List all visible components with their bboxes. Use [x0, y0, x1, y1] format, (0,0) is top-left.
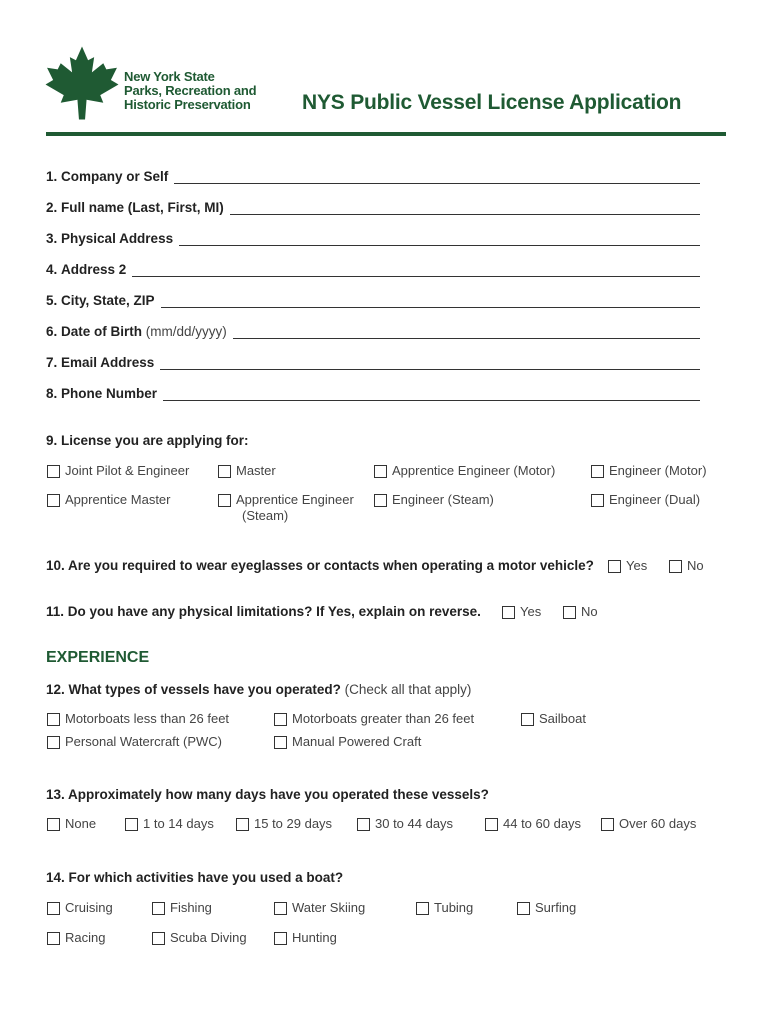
activity-option-hunting[interactable]: Hunting	[274, 930, 337, 946]
field-label: City, State, ZIP	[61, 293, 155, 308]
activity-option-tubing[interactable]: Tubing	[416, 900, 473, 916]
phone-number-field: 8. Phone Number	[46, 383, 700, 401]
field-label: Phone Number	[61, 386, 158, 401]
license-question: 9. License you are applying for:	[46, 433, 249, 448]
address-2-input[interactable]	[132, 264, 700, 277]
eyeglasses-question: 10. Are you required to wear eyeglasses or contacts when operating a motor vehicle?	[46, 558, 594, 573]
date-of-birth-input[interactable]	[233, 326, 700, 339]
activity-option-racing[interactable]: Racing	[47, 930, 105, 946]
activities-question: 14. For which activities have you used a boat?	[46, 870, 344, 885]
company-or-self-input[interactable]	[174, 171, 700, 184]
days-option-1-14[interactable]: 1 to 14 days	[125, 816, 214, 832]
physical-limitations-yes-option[interactable]: Yes	[502, 604, 541, 620]
checkbox[interactable]	[152, 932, 165, 945]
license-option-apprentice-engineer-steam[interactable]: Apprentice Engineer (Steam)	[218, 492, 354, 524]
checkbox[interactable]	[125, 818, 138, 831]
vessel-option-motorboats-less-26[interactable]: Motorboats less than 26 feet	[47, 711, 229, 727]
field-label: Physical Address	[61, 231, 174, 246]
vessel-option-sailboat[interactable]: Sailboat	[521, 711, 586, 727]
field-label: Date of Birth (mm/dd/yyyy)	[61, 324, 227, 339]
checkbox[interactable]	[274, 902, 287, 915]
eyeglasses-no-option[interactable]: No	[669, 558, 704, 574]
checkbox[interactable]	[521, 713, 534, 726]
vessel-option-manual-powered[interactable]: Manual Powered Craft	[274, 734, 421, 750]
checkbox[interactable]	[47, 713, 60, 726]
days-operated-question: 13. Approximately how many days have you operated these vessels?	[46, 787, 489, 802]
checkbox[interactable]	[218, 494, 231, 507]
physical-limitations-no-option[interactable]: No	[563, 604, 598, 620]
org-line-2: Parks, Recreation and	[124, 83, 257, 98]
days-option-15-29[interactable]: 15 to 29 days	[236, 816, 332, 832]
checkbox[interactable]	[591, 465, 604, 478]
city-state-zip-input[interactable]	[161, 295, 700, 308]
org-line-1: New York State	[124, 69, 215, 84]
checkbox[interactable]	[608, 560, 621, 573]
checkbox[interactable]	[47, 902, 60, 915]
field-label: Email Address	[61, 355, 155, 370]
license-option-master[interactable]: Master	[218, 463, 276, 479]
checkbox[interactable]	[152, 902, 165, 915]
activity-option-surfing[interactable]: Surfing	[517, 900, 576, 916]
vessel-option-pwc[interactable]: Personal Watercraft (PWC)	[47, 734, 222, 750]
activity-option-cruising[interactable]: Cruising	[47, 900, 113, 916]
physical-limitations-question: 11. Do you have any physical limitations? If Yes, explain on reverse.	[46, 604, 481, 619]
header-divider	[46, 132, 726, 136]
physical-address-field: 3. Physical Address	[46, 228, 700, 246]
org-line-3: Historic Preservation	[124, 97, 251, 112]
physical-address-input[interactable]	[179, 233, 700, 246]
checkbox[interactable]	[601, 818, 614, 831]
checkbox[interactable]	[274, 713, 287, 726]
checkbox[interactable]	[502, 606, 515, 619]
city-state-zip-field: 5. City, State, ZIP	[46, 290, 700, 308]
checkbox[interactable]	[517, 902, 530, 915]
checkbox[interactable]	[357, 818, 370, 831]
checkbox[interactable]	[485, 818, 498, 831]
checkbox[interactable]	[416, 902, 429, 915]
full-name-input[interactable]	[230, 202, 700, 215]
license-option-engineer-motor[interactable]: Engineer (Motor)	[591, 463, 707, 479]
vessel-types-question: 12. What types of vessels have you operated? (Check all that apply)	[46, 682, 472, 697]
checkbox[interactable]	[563, 606, 576, 619]
activity-option-fishing[interactable]: Fishing	[152, 900, 212, 916]
checkbox[interactable]	[47, 465, 60, 478]
org-name	[124, 70, 256, 112]
field-label: Address 2	[61, 262, 127, 277]
field-label: Company or Self	[61, 169, 169, 184]
license-option-engineer-steam[interactable]: Engineer (Steam)	[374, 492, 494, 508]
field-label: Full name (Last, First, MI)	[61, 200, 224, 215]
vessel-option-motorboats-greater-26[interactable]: Motorboats greater than 26 feet	[274, 711, 474, 727]
checkbox[interactable]	[47, 736, 60, 749]
checkbox[interactable]	[374, 494, 387, 507]
license-option-apprentice-engineer-motor[interactable]: Apprentice Engineer (Motor)	[374, 463, 555, 479]
checkbox[interactable]	[669, 560, 682, 573]
eyeglasses-yes-option[interactable]: Yes	[608, 558, 647, 574]
experience-heading: EXPERIENCE	[46, 649, 150, 666]
license-option-engineer-dual[interactable]: Engineer (Dual)	[591, 492, 700, 508]
address-2-field: 4. Address 2	[46, 259, 700, 277]
checkbox[interactable]	[374, 465, 387, 478]
checkbox[interactable]	[47, 818, 60, 831]
date-of-birth-field: 6. Date of Birth (mm/dd/yyyy)	[46, 321, 700, 339]
license-option-apprentice-master[interactable]: Apprentice Master	[47, 492, 171, 508]
phone-number-input[interactable]	[163, 388, 700, 401]
days-option-30-44[interactable]: 30 to 44 days	[357, 816, 453, 832]
email-address-input[interactable]	[160, 357, 700, 370]
license-option-joint-pilot-engineer[interactable]: Joint Pilot & Engineer	[47, 463, 189, 479]
full-name-field: 2. Full name (Last, First, MI)	[46, 197, 700, 215]
checkbox[interactable]	[274, 932, 287, 945]
checkbox[interactable]	[274, 736, 287, 749]
checkbox[interactable]	[591, 494, 604, 507]
email-address-field: 7. Email Address	[46, 352, 700, 370]
page-title: NYS Public Vessel License Application	[302, 91, 682, 114]
days-option-44-60[interactable]: 44 to 60 days	[485, 816, 581, 832]
days-option-none[interactable]: None	[47, 816, 96, 832]
activity-option-scuba-diving[interactable]: Scuba Diving	[152, 930, 247, 946]
maple-leaf-icon	[44, 45, 120, 121]
activity-option-water-skiing[interactable]: Water Skiing	[274, 900, 365, 916]
checkbox[interactable]	[47, 494, 60, 507]
company-or-self-field: 1. Company or Self	[46, 166, 700, 184]
checkbox[interactable]	[47, 932, 60, 945]
checkbox[interactable]	[236, 818, 249, 831]
checkbox[interactable]	[218, 465, 231, 478]
days-option-over-60[interactable]: Over 60 days	[601, 816, 696, 832]
